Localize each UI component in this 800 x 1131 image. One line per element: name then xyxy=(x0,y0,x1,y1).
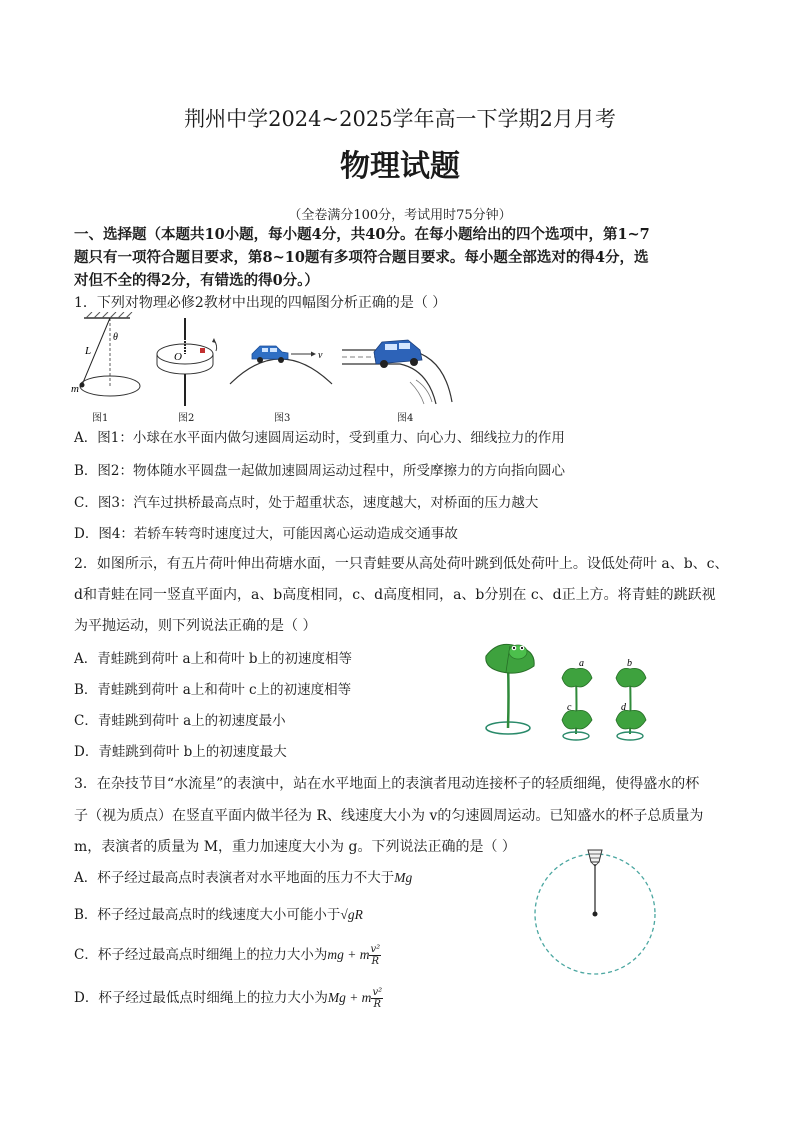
q3-option-b xyxy=(74,904,363,926)
q1-option-b: B．图2：物体随水平圆盘一起做加速圆周运动过程中，所受摩擦力的方向指向圆心 xyxy=(74,463,566,479)
fig1-label-theta: θ xyxy=(113,332,118,343)
leaf-label-b: b xyxy=(627,658,632,669)
exam-title: 荆州中学2024~2025学年高一下学期2月月考 xyxy=(184,107,616,131)
q3-stem-line1: 3．在杂技节目“水流星”的表演中，站在水平地面上的表演者甩动连接杯子的轻质细绳，使得盛水的杯 xyxy=(74,776,700,792)
leaf-label-a: a xyxy=(579,658,584,669)
q1-option-a: A．图1：小球在水平面内做匀速圆周运动时，受到重力、向心力、细线拉力的作用 xyxy=(74,430,565,446)
q3-option-d-fraction: $\frac{\text{v²}}{R}$ xyxy=(372,987,383,1010)
figure-2-rotating-disc xyxy=(152,318,227,408)
q3-option-b-math: √gR xyxy=(340,907,363,922)
section-heading-line: 一、选择题（本题共10小题，每小题4分，共40分。在每小题给出的四个选项中，第1~7 xyxy=(74,226,650,243)
q1-option-d: D．图4：若轿车转弯时速度过大，可能因离心运动造成交通事故 xyxy=(74,526,458,542)
figure-frog-lotus-leaves xyxy=(478,636,678,748)
q2-option-d: D．青蛙跳到荷叶 b上的初速度最大 xyxy=(74,744,287,760)
q3-option-a-text: A．杯子经过最高点时表演者对水平地面的压力不大于 xyxy=(74,870,395,886)
section-heading xyxy=(74,223,726,292)
q2-stem-line2: d和青蛙在同一竖直平面内，a、b高度相同，c、d高度相同，a、b分别在 c、d正上方。将青蛙的跳跃视 xyxy=(74,587,716,603)
figure-water-meteor-circle xyxy=(530,840,660,980)
q1-stem: 1．下列对物理必修2教材中出现的四幅图分析正确的是（ ） xyxy=(74,295,447,311)
figure-3-car-on-bridge xyxy=(228,332,338,392)
leaf-label-d: d xyxy=(621,702,626,713)
fig1-label-m: m xyxy=(71,383,79,395)
fig3-caption: 图3 xyxy=(274,413,291,424)
q2-option-c: C．青蛙跳到荷叶 a上的初速度最小 xyxy=(74,713,286,729)
q2-option-b: B．青蛙跳到荷叶 a上和荷叶 c上的初速度相等 xyxy=(74,682,352,698)
q3-option-c xyxy=(74,944,381,967)
fig1-label-l: L xyxy=(85,345,92,357)
q1-option-c: C．图3：汽车过拱桥最高点时，处于超重状态，速度越大，对桥面的压力越大 xyxy=(74,495,539,511)
q3-option-c-fraction: $\frac{\text{v²}}{R}$ xyxy=(370,944,381,967)
section-heading-line: 对但不全的得2分，有错选的得0分。） xyxy=(74,272,319,289)
q2-stem-line1: 2．如图所示，有五片荷叶伸出荷塘水面，一只青蛙要从高处荷叶跳到低处荷叶上。设低处荷叶 a、b、c、 xyxy=(74,556,729,572)
q2-option-a: A．青蛙跳到荷叶 a上和荷叶 b上的初速度相等 xyxy=(74,651,353,667)
q2-stem-line3: 为平抛运动，则下列说法正确的是（ ） xyxy=(74,618,317,634)
q3-option-b-text: B．杯子经过最高点时的线速度大小可能小于 xyxy=(74,907,341,923)
fig3-label-v: v xyxy=(318,350,323,361)
exam-note: （全卷满分100分，考试用时75分钟） xyxy=(288,208,512,223)
fig2-label-o: O xyxy=(174,351,182,363)
leaf-label-c: c xyxy=(567,702,572,713)
q3-stem-line3: m，表演者的质量为 M，重力加速度大小为 g。下列说法正确的是（ ） xyxy=(74,839,516,855)
q3-option-d-math: Mg + m xyxy=(327,990,372,1005)
figure-4-car-turning xyxy=(340,322,460,407)
fig2-caption: 图2 xyxy=(178,413,195,424)
section-heading-line: 题只有一项符合题目要求，第8~10题有多项符合题目要求。每小题全部选对的得4分，选 xyxy=(74,249,649,266)
q3-option-d-text: D．杯子经过最低点时细绳上的拉力大小为 xyxy=(74,990,328,1006)
q3-option-a-math: Mg xyxy=(394,870,413,885)
subject-title: 物理试题 xyxy=(340,149,460,184)
q3-option-d xyxy=(74,987,383,1010)
q3-option-a xyxy=(74,867,412,889)
fig1-caption: 图1 xyxy=(92,413,109,424)
fig4-caption: 图4 xyxy=(397,413,414,424)
q3-stem-line2: 子（视为质点）在竖直平面内做半径为 R、线速度大小为 v的匀速圆周运动。已知盛水的杯子总质量为 xyxy=(74,808,704,824)
q3-option-c-math: mg + m xyxy=(327,947,370,962)
q3-option-c-text: C．杯子经过最高点时细绳上的拉力大小为 xyxy=(74,947,328,963)
